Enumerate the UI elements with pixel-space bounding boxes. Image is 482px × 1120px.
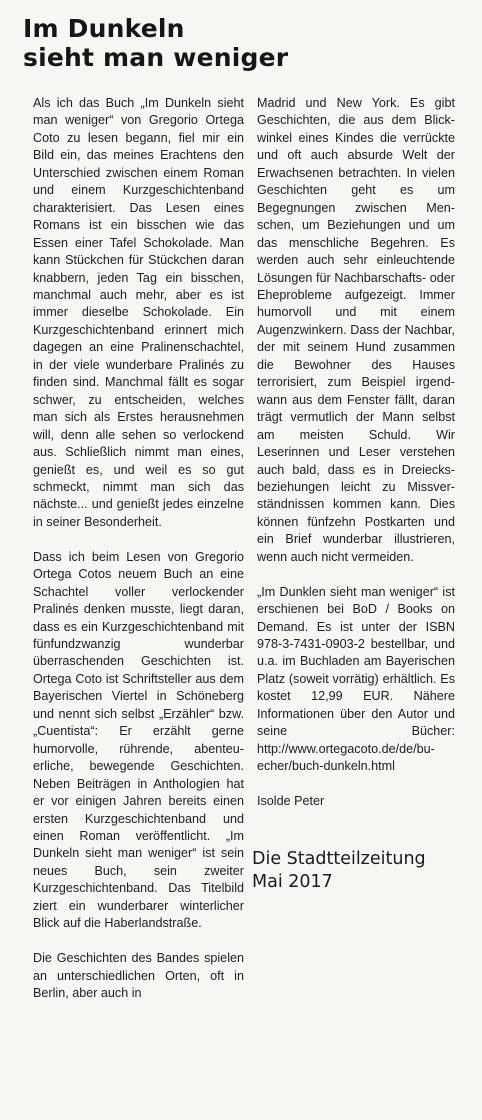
headline-line-2: sieht man weniger <box>23 43 289 72</box>
book-info-text: „Im Dunklen sieht man weniger“ ist erschienen bei BoD / Books on Demand. Es ist unter der ISBN 978-3-7431-0903-2 bestellbar, und u.a. im Buchladen am Bayerischen Platz (soweit vorrätig) erhältlich. Es kostet 12,99 EUR. Nähere Informationen über den Autor und seine Bücher: http://www.ortegacoto.de/de/buecher/buch-dunkeln.html <box>257 584 455 774</box>
author-signature: Isolde Peter <box>257 794 325 809</box>
publication-name: Die Stadtteilzeitung <box>252 849 426 869</box>
paragraph-3: Die Geschichten des Bandes spielen an unterschiedlichen Orten, oft in Berlin, aber auch in <box>33 951 244 1001</box>
headline-line-1: Im Dunkeln <box>23 14 185 43</box>
right-column <box>257 95 455 811</box>
left-column <box>33 95 244 1003</box>
paragraph-4: Madrid und New York. Es gibt Geschichten, die aus dem Blickwinkel eines Kindes die verrückte und oft auch absurde Welt der Erwachsenen betrachten. In vielen Geschichten geht es um Begegnungen zwischen Menschen, um Beziehungen und um das menschliche Begehren. Es werden auch sehr einleuchtende Lösungen für Nachbarschafts- oder Eheprobleme aufgezeigt. Immer humorvoll und mit einem Augenzwinkern. Dass der Nachbar, der mit seinem Hund zusammen die Bewohner des Hauses terrorisiert, zum Beispiel irgendwann aus dem Fenster fällt, daran trägt vermutlich der Mann selbst am meisten Schuld. Wir Leserinnen und Leser verstehen auch bald, dass es in Dreiecksbeziehungen leicht zu Missverständnissen kommen kann. Dies können fünfzehn Postkarten und ein Brief wunderbar illustrieren, wenn auch nicht vermeiden. <box>257 96 455 564</box>
paragraph-1: Als ich das Buch „Im Dunkeln sieht man weniger“ von Gregorio Ortega Coto zu lesen begann, fiel mir ein Bild ein, das meines Erachtens den Unterschied zwischen einem Roman und einem Kurzgeschichtenband charakterisiert. Das Lesen eines Romans ist ein bisschen wie das Essen einer Tafel Schokolade. Man kann Stückchen für Stückchen daran knabbern, jeden Tag ein bisschen, manchmal auch mehr, aber es ist immer dieselbe Schokolade. Ein Kurzgeschichtenband erinnert mich dagegen an eine Pralinenschachtel, in der viele wunderbare Pralinés zu finden sind. Manchmal fällt es sogar schwer, zu entscheiden, welches man sich als Erstes herausnehmen will, denn alle sehen so verlockend aus. Schließlich nimmt man eines, genießt es, und weil es so gut schmeckt, nimmt man sich das nächste... und genießt jedes einzelne in seiner Besonderheit. <box>33 96 244 529</box>
article-headline <box>23 14 288 72</box>
publication-footer <box>252 848 426 894</box>
book-info-note <box>257 584 455 776</box>
paragraph-2: Dass ich beim Lesen von Gregorio Ortega Cotos neuem Buch an eine Schachtel voller verlockender Pralinés denken musste, liegt daran, dass es ein Kurzgeschichtenband mit fünfundzwanzig wunderbar überraschenden Geschichten ist. Ortega Coto ist Schriftsteller aus dem Bayerischen Viertel in Schöneberg und nennt sich selbst „Erzähler“ bzw. „Cuentista“: Er erzählt gerne humorvolle, rührende, abenteuerliche, bewegende Geschichten. Neben Beiträgen in Anthologien hat er vor einigen Jahren bereits einen ersten Kurzgeschichtenband und einen Roman veröffentlicht. „Im Dunkeln sieht man weniger“ ist sein neues Buch, sein zweiter Kurzgeschichtenband. Das Titelbild ziert ein wunderbarer winterlicher Blick auf die Haberlandstraße. <box>33 549 244 931</box>
publication-date: Mai 2017 <box>252 872 333 892</box>
